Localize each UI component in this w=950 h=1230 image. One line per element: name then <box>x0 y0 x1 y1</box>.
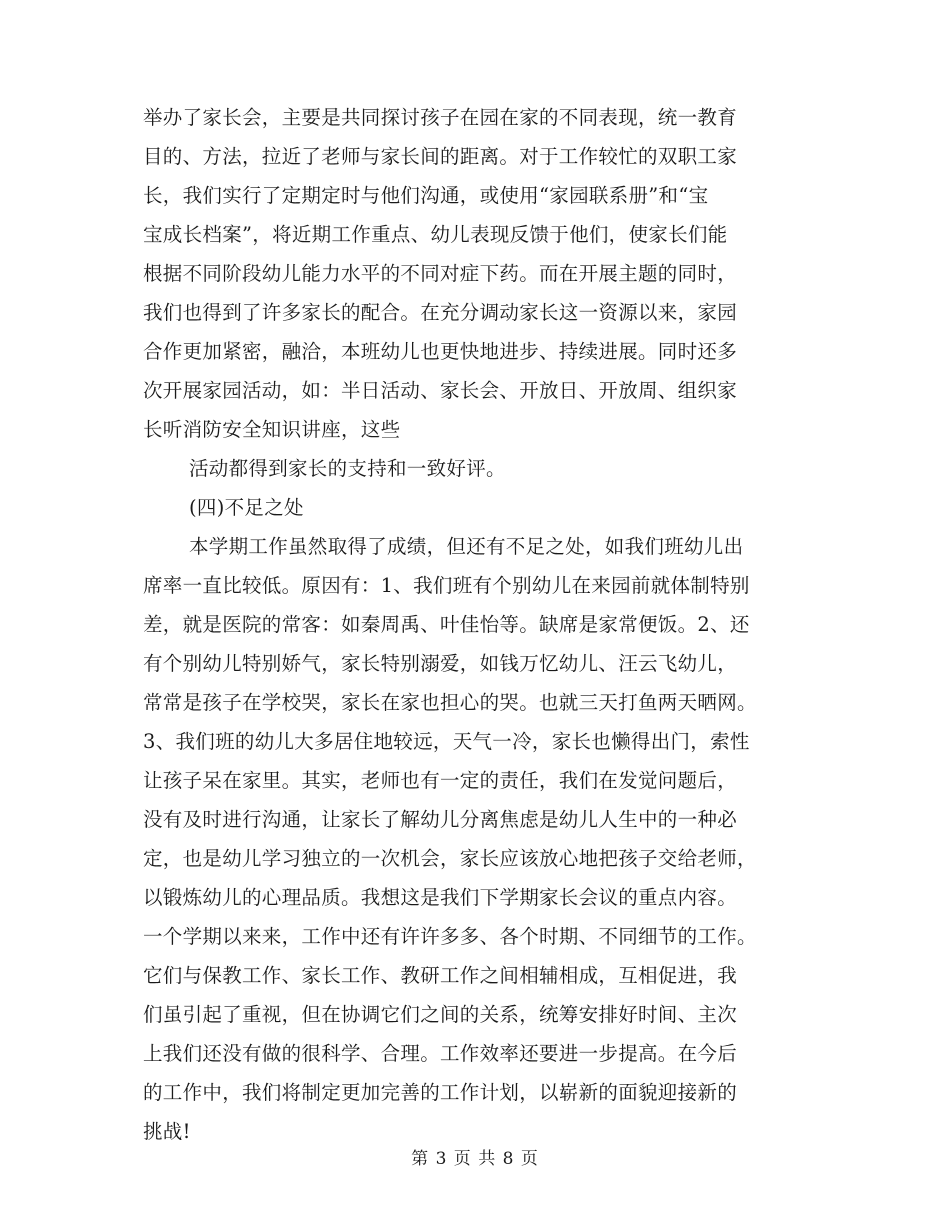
paragraph-line: 定，也是幼儿学习独立的一次机会，家长应该放心地把孩子交给老师， <box>143 847 757 870</box>
paragraph-line: 我们也得到了许多家长的配合。在充分调动家长这一资源以来，家园 <box>143 301 738 324</box>
paragraph-line: 根据不同阶段幼儿能力水平的不同对症下药。而在开展主题的同时， <box>143 262 738 285</box>
paragraph-line: 长听消防安全知识讲座，这些 <box>143 418 401 441</box>
paragraph-line: 差，就是医院的常客：如秦周禹、叶佳怡等。缺席是家常便饭。2、还 <box>143 613 750 636</box>
paragraph-line: 上我们还没有做的很科学、合理。工作效率还要进一步提高。在今后 <box>143 1042 738 1065</box>
paragraph-line: 们虽引起了重视，但在协调它们之间的关系，统筹安排好时间、主次 <box>143 1003 738 1026</box>
paragraph-line: 长，我们实行了定期定时与他们沟通，或使用“家园联系册”和“宝 <box>143 184 709 207</box>
paragraph-line: 一个学期以来来，工作中还有许许多多、各个时期、不同细节的工作。 <box>143 925 757 948</box>
paragraph-line: 以锻炼幼儿的心理品质。我想这是我们下学期家长会议的重点内容。 <box>143 886 738 909</box>
paragraph-line: 它们与保教工作、家长工作、教研工作之间相辅相成，互相促进，我 <box>143 964 738 987</box>
paragraph-line: 宝成长档案”，将近期工作重点、幼儿表现反馈于他们，使家长们能 <box>143 223 728 246</box>
paragraph-line: 举办了家长会，主要是共同探讨孩子在园在家的不同表现，统一教育 <box>143 106 738 129</box>
paragraph-line: 没有及时进行沟通，让家长了解幼儿分离焦虑是幼儿人生中的一种必 <box>143 808 738 831</box>
page-number-footer: 第 3 页 共 8 页 <box>411 1149 539 1169</box>
paragraph-line: 目的、方法，拉近了老师与家长间的距离。对于工作较忙的双职工家 <box>143 145 738 168</box>
paragraph-line: 次开展家园活动，如：半日活动、家长会、开放日、开放周、组织家 <box>143 379 738 402</box>
paragraph-line: 活动都得到家长的支持和一致好评。 <box>189 457 506 480</box>
paragraph-line: 让孩子呆在家里。其实，老师也有一定的责任，我们在发觉问题后， <box>143 769 738 792</box>
paragraph-line: 合作更加紧密，融洽，本班幼儿也更快地进步、持续进展。同时还多 <box>143 340 738 363</box>
paragraph-line: 席率一直比较低。原因有：1、我们班有个别幼儿在来园前就体制特别 <box>143 574 750 597</box>
paragraph-line: 有个别幼儿特别娇气，家长特别溺爱，如钱万忆幼儿、汪云飞幼儿， <box>143 652 738 675</box>
paragraph-line: 本学期工作虽然取得了成绩，但还有不足之处，如我们班幼儿出 <box>189 535 744 558</box>
section-heading: (四)不足之处 <box>189 496 304 519</box>
paragraph-line: 常常是孩子在学校哭，家长在家也担心的哭。也就三天打鱼两天晒网。 <box>143 691 757 714</box>
paragraph-line: 挑战! <box>143 1120 191 1143</box>
paragraph-line: 3、我们班的幼儿大多居住地较远，天气一冷，家长也懒得出门，索性 <box>143 730 750 753</box>
paragraph-line: 的工作中，我们将制定更加完善的工作计划，以崭新的面貌迎接新的 <box>143 1081 738 1104</box>
